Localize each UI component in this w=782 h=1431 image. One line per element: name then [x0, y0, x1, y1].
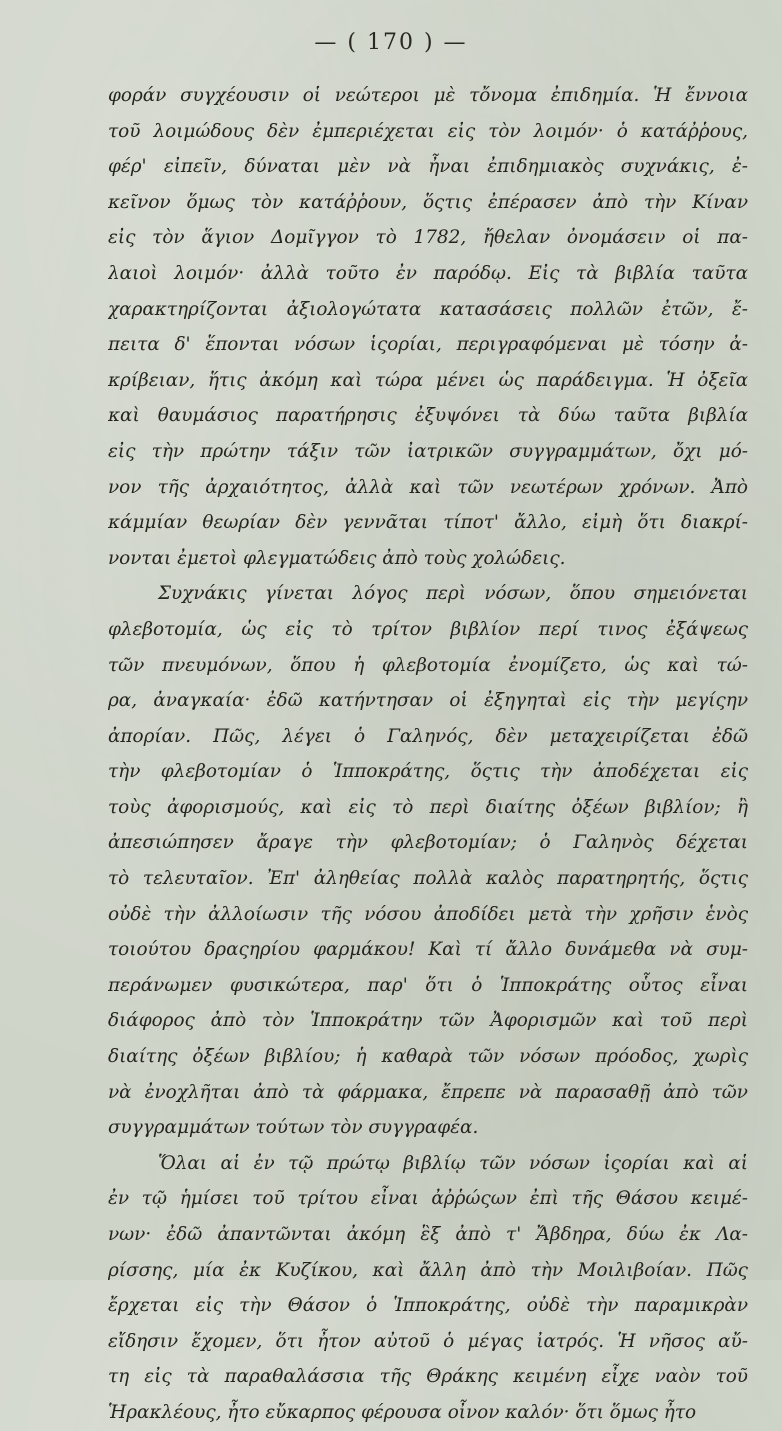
text-line: λαιοὶ λοιμόν· ἀλλὰ τοῦτο ἐν παρόδῳ. Εἰς τὰ βιβλία ταῦτα [108, 262, 748, 284]
paragraph [108, 1146, 748, 1431]
text-line: χαρακτηρίζονται ἀξιολογώτατα κατασάσεις πολλῶν ἐτῶν, ἔ- [108, 298, 748, 320]
text-line: τῶν πνευμόνων, ὅπου ἡ φλεβοτομία ἐνομίζετο, ὡς καὶ τώ- [108, 654, 748, 676]
text-line: εἴδησιν ἔχομεν, ὅτι ἦτον αὐτοῦ ὁ μέγας ἰατρός. Ἡ νῆσος αὔ- [108, 1330, 748, 1352]
text-line: τὸ τελευταῖον. Ἐπ' ἀληθείας πολλὰ καλὸς παρατηρητής, ὅςτις [108, 868, 748, 890]
text-line: νον τῆς ἀρχαιότητος, ἀλλὰ καὶ τῶν νεωτέρων χρόνων. Ἀπὸ [108, 476, 748, 498]
text-line: τοὺς ἀφορισμούς, καὶ εἰς τὸ περὶ διαίτης ὀξέων βιβλίον; ἢ [108, 796, 748, 818]
text-line: ἀπορίαν. Πῶς, λέγει ὁ Γαληνός, δὲν μεταχειρίζεται ἐδῶ [108, 725, 748, 747]
text-line: νονται ἐμετοὶ φλεγματώδεις ἀπὸ τοὺς χολώδεις. [108, 547, 566, 569]
text-line: συγγραμμάτων τούτων τὸν συγγραφέα. [108, 1117, 479, 1139]
text-line: Συχνάκις γίνεται λόγος περὶ νόσων, ὅπου σημειόνεται [158, 583, 748, 605]
text-line: νὰ ἐνοχλῆται ἀπὸ τὰ φάρμακα, ἔπρεπε νὰ παρασαθῇ ἀπὸ τῶν [108, 1081, 748, 1103]
page-number-header: — ( 170 ) — [314, 30, 468, 55]
text-line: ἐν τῷ ἡμίσει τοῦ τρίτου εἶναι ἀῤῥώςων ἐπὶ τῆς Θάσου κειμέ- [108, 1188, 748, 1210]
text-line: περάνωμεν φυσικώτερα, παρ' ὅτι ὁ Ἱπποκράτης οὗτος εἶναι [108, 974, 748, 996]
text-line: ἔρχεται εἰς τὴν Θάσον ὁ Ἱπποκράτης, οὐδὲ τὴν παραμικρὰν [108, 1295, 748, 1317]
text-line: κάμμίαν θεωρίαν δὲν γεννᾶται τίποτ' ἄλλο, εἰμὴ ὅτι διακρί- [108, 512, 748, 534]
text-line: οὐδὲ τὴν ἀλλοίωσιν τῆς νόσου ἀποδίδει μετὰ τὴν χρῆσιν ἑνὸς [108, 903, 748, 925]
text-line: κρίβειαν, ἥτις ἀκόμη καὶ τώρα μένει ὡς παράδειγμα. Ἡ ὀξεῖα [108, 369, 748, 391]
text-line: φοράν συγχέουσιν οἱ νεώτεροι μὲ τὄνομα ἐπιδημία. Ἡ ἔννοια [108, 85, 748, 106]
text-line: ρα, ἀναγκαία· ἐδῶ κατήντησαν οἱ ἐξηγηταὶ εἰς τὴν μεγίςην [108, 690, 748, 712]
text-line: κεῖνον ὅμως τὸν κατάῤῥουν, ὅςτις ἐπέρασεν ἀπὸ τὴν Κίναν [108, 191, 748, 213]
text-line: εἰς τὸν ἅγιον Δομῖγγον τὸ 1782, ἤθελαν ὀνομάσειν οἱ πα- [108, 227, 748, 249]
text-line: τη εἰς τὰ παραθαλάσσια τῆς Θράκης κειμένη εἶχε ναὸν τοῦ [108, 1366, 748, 1388]
text-line: Ἡρακλέους, ἦτο εὔκαρπος φέρουσα οἶνον καλόν· ὅτι ὅμως ἦτο [108, 1401, 697, 1423]
paragraph [108, 78, 748, 576]
text-line: τὴν φλεβοτομίαν ὁ Ἱπποκράτης, ὅςτις τὴν ἀποδέχεται εἰς [108, 761, 748, 783]
text-line: ἀπεσιώπησεν ἄραγε τὴν φλεβοτομίαν; ὁ Γαληνὸς δέχεται [108, 832, 748, 854]
text-line: φλεβοτομία, ὡς εἰς τὸ τρίτον βιβλίον περί τινος ἐξάψεως [108, 618, 748, 640]
text-line: φέρ' εἰπεῖν, δύναται μὲν νὰ ἦναι ἐπιδημιακὸς συχνάκις, ἐ- [108, 156, 748, 178]
text-line: τοιούτου δραςηρίου φαρμάκου! Καὶ τί ἄλλο δυνάμεθα νὰ συμ- [108, 939, 748, 961]
text-line: νων· ἐδῶ ἀπαντῶνται ἀκόμη ἓξ ἀπὸ τ' Ἄβδηρα, δύω ἐκ Λα- [108, 1224, 748, 1245]
text-line: ρίσσης, μία ἐκ Κυζίκου, καὶ ἄλλη ἀπὸ τὴν Μοιλιβοίαν. Πῶς [108, 1259, 748, 1281]
text-line: τοῦ λοιμώδους δὲν ἐμπεριέχεται εἰς τὸν λοιμόν· ὁ κατάῤῥους, [108, 120, 748, 142]
text-line: εἰς τὴν πρώτην τάξιν τῶν ἰατρικῶν συγγραμμάτων, ὄχι μό- [108, 440, 748, 462]
paragraph [108, 576, 748, 1146]
text-line: πειτα δ' ἕπονται νόσων ἱςορίαι, περιγραφόμεναι μὲ τόσην ἀ- [108, 334, 748, 356]
page-body [108, 78, 748, 1431]
text-line: καὶ θαυμάσιος παρατήρησις ἐξυψόνει τὰ δύω ταῦτα βιβλία [108, 405, 748, 427]
text-line: διαίτης ὀξέων βιβλίου; ἡ καθαρὰ τῶν νόσων πρόοδος, χωρὶς [108, 1046, 748, 1068]
text-line: διάφορος ἀπὸ τὸν Ἱπποκράτην τῶν Ἀφορισμῶν καὶ τοῦ περὶ [108, 1010, 748, 1032]
text-line: Ὅλαι αἱ ἐν τῷ πρώτῳ βιβλίῳ τῶν νόσων ἱςορίαι καὶ αἱ [158, 1152, 748, 1174]
